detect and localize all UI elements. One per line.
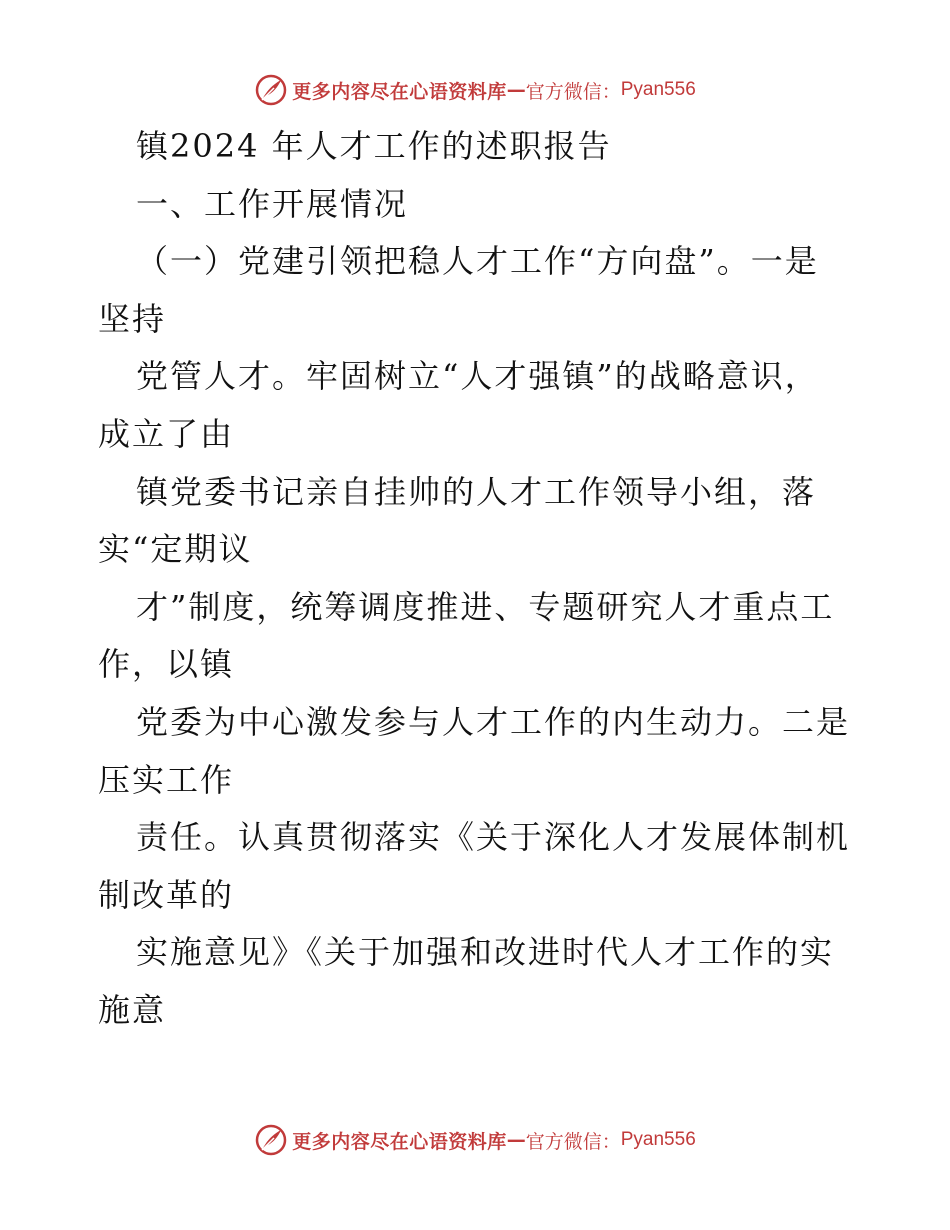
- banner-main-text: 更多内容尽在心语资料库: [292, 80, 507, 103]
- paragraph-line: 实“定期议: [98, 530, 253, 569]
- header-banner: [0, 68, 950, 112]
- paragraph-line: 压实工作: [98, 760, 235, 799]
- banner-main-text: 更多内容尽在心语资料库: [292, 1130, 507, 1153]
- paragraph-line: 责任。认真贯彻落实《关于深化人才发展体制机: [136, 818, 851, 857]
- paragraph-line: 施意: [98, 990, 167, 1029]
- footer-banner: [0, 1118, 950, 1162]
- paragraph-line: 坚持: [98, 299, 167, 338]
- paragraph-line: （一）党建引领把稳人才工作“方向盘”。一是: [136, 242, 819, 281]
- paragraph-line: 制改革的: [98, 875, 235, 914]
- banner-wechat-label: 官方微信：: [525, 80, 621, 103]
- feather-logo-icon: [254, 73, 288, 107]
- banner-separator: —: [506, 1129, 526, 1151]
- document-title: 镇2024 年人才工作的述职报告: [136, 127, 612, 165]
- paragraph-line: 实施意见》《关于加强和改进时代人才工作的实: [136, 933, 835, 972]
- banner-wechat-id: Pyan556: [620, 1129, 696, 1150]
- paragraph-line: 党委为中心激发参与人才工作的内生动力。二是: [136, 702, 851, 741]
- banner-separator: —: [506, 79, 526, 101]
- paragraph-line: 成立了由: [98, 414, 235, 453]
- feather-logo-icon: [254, 1123, 288, 1157]
- paragraph-line: 才”制度，统筹调度推进、专题研究人才重点工: [136, 587, 835, 626]
- banner-wechat-id: Pyan556: [620, 79, 696, 100]
- banner-wechat-label: 官方微信：: [525, 1130, 621, 1153]
- document-body: [0, 118, 950, 1040]
- paragraph-line: 镇党委书记亲自挂帅的人才工作领导小组，落: [136, 472, 817, 511]
- section-heading: 一、工作开展情况: [136, 184, 409, 223]
- paragraph-line: 党管人才。牢固树立“人才强镇”的战略意识，: [136, 357, 819, 396]
- paragraph-line: 作，以镇: [98, 645, 235, 684]
